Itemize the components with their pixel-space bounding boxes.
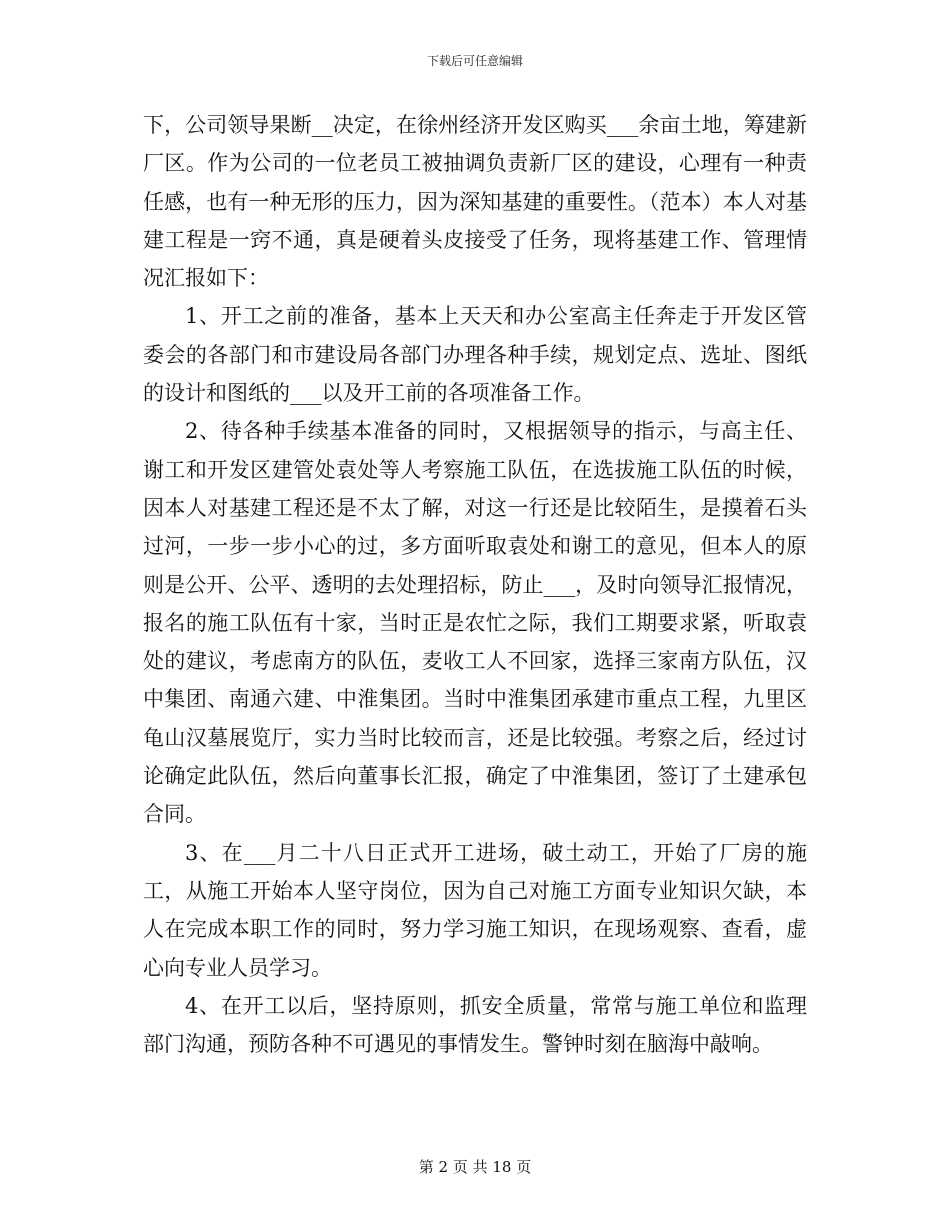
paragraph-item-1: 1、开工之前的准备，基本上天天和办公室高主任奔走于开发区管委会的各部门和市建设局各部门办理各种手续，规划定点、选址、图纸的设计和图纸的___以及开工前的各项准备工作。	[143, 304, 807, 406]
page-header: 下载后可任意编辑	[426, 54, 523, 68]
document-body	[143, 106, 807, 1063]
paragraph-intro: 下，公司领导果断__决定，在徐州经济开发区购买___余亩土地，筹建新厂区。作为公司的一位老员工被抽调负责新厂区的建设，心理有一种责任感，也有一种无形的压力，因为深知基建的重要性。（范本）本人对基建工程是一窍不通，真是硬着头皮接受了任务，现将基建工作、管理情况汇报如下：	[143, 113, 807, 291]
paragraph-item-3: 3、在___月二十八日正式开工进场，破土动工，开始了厂房的施工，从施工开始本人坚守岗位，因为自己对施工方面专业知识欠缺，本人在完成本职工作的同时，努力学习施工知识，在现场观察、查看，虚心向专业人员学习。	[143, 840, 807, 980]
page-number-footer: 第 2 页 共 18 页	[418, 1158, 532, 1176]
paragraph-item-4: 4、在开工以后，坚持原则，抓安全质量，常常与施工单位和监理部门沟通，预防各种不可遇见的事情发生。警钟时刻在脑海中敲响。	[143, 993, 807, 1057]
paragraph-item-2: 2、待各种手续基本准备的同时，又根据领导的指示，与高主任、谢工和开发区建管处袁处等人考察施工队伍，在选拔施工队伍的时候，因本人对基建工程还是不太了解，对这一行还是比较陌生，是摸着石头过河，一步一步小心的过，多方面听取袁处和谢工的意见，但本人的原则是公开、公平、透明的去处理招标，防止___，及时向领导汇报情况，报名的施工队伍有十家，当时正是农忙之际，我们工期要求紧，听取袁处的建议，考虑南方的队伍，麦收工人不回家，选择三家南方队伍，汉中集团、南通六建、中淮集团。当时中淮集团承建市重点工程，九里区龟山汉墓展览厅，实力当时比较而言，还是比较强。考察之后，经过讨论确定此队伍，然后向董事长汇报，确定了中淮集团，签订了土建承包合同。	[143, 419, 807, 827]
